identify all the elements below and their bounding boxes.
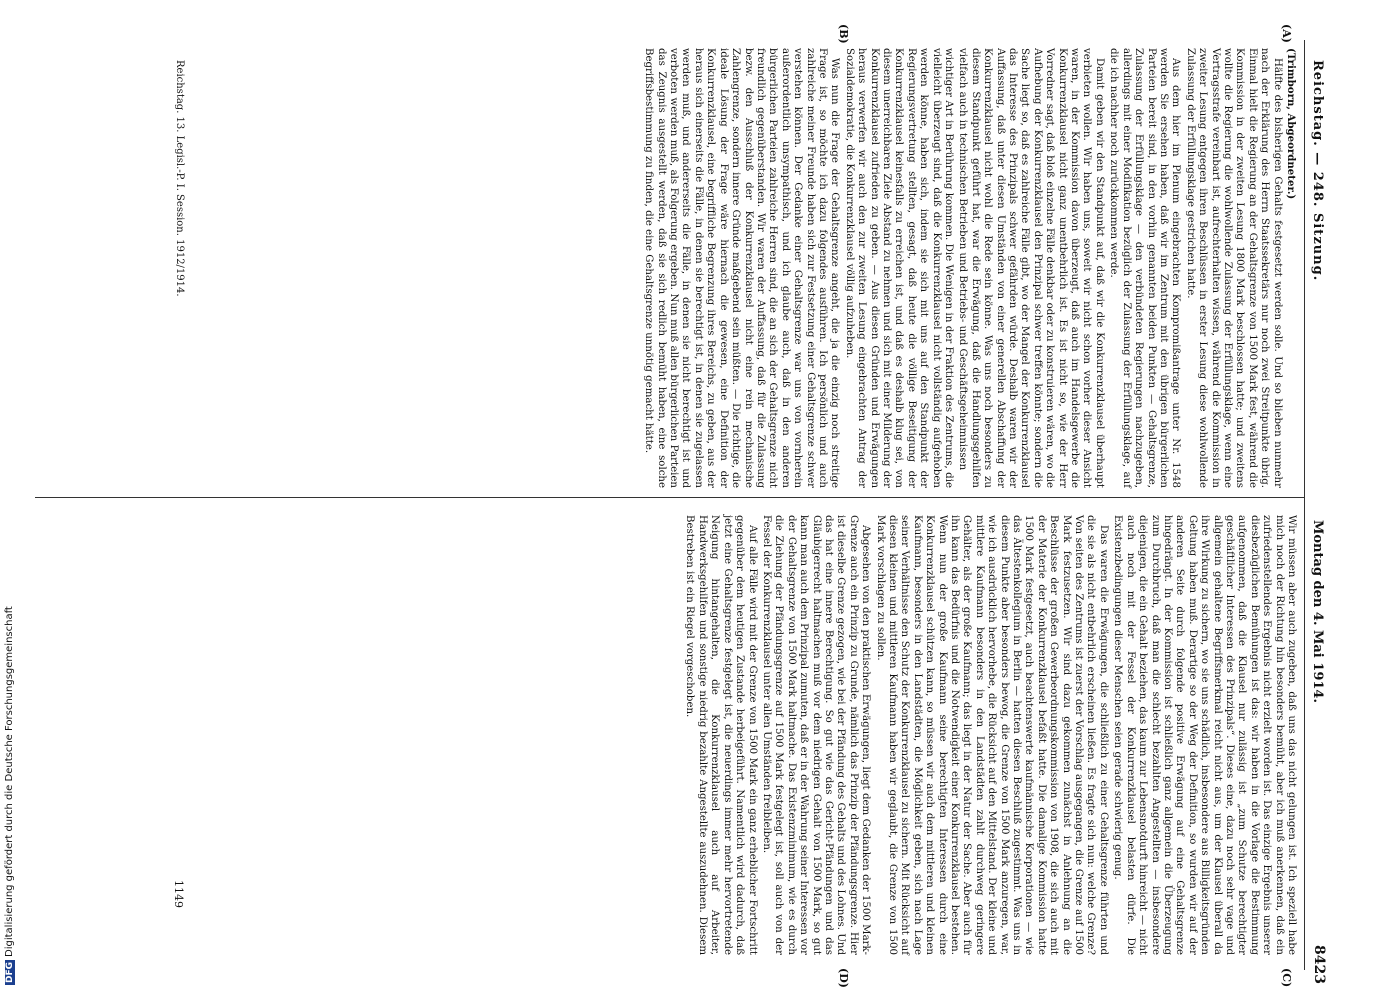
paragraph: Was nun die Frage der Gehaltsgrenze angeht, die ja die einzig noch streitige Frage ist, so möchte ich dazu folgendes ausführen. Ich persönlich und auch zahlreiche meiner Freunde haben sich zur Festsetzung einer Gehaltsgrenze schwer verstehen können. Der Gedanke einer Gehaltsgrenze war uns von vornherein außerordentlich unsympathisch, und ich glaube auch, daß in den anderen bürgerlichen Parteien zahlreiche Herren sind, die an sich der Gehaltsgrenze nicht freundlich gegenüberstanden. Wir waren der Auffassung, daß für die Zulassung bezw. den Ausschluß der Konkurrenzklausel nicht eine rein mechanische Zahlengrenze, sondern innere Gründe maßgebend sein müßten. — Die richtige, die ideale Lösung der Frage wäre hiernach die gewesen, eine Definition der Konkurrenzklausel, eine begriffliche Begrenzung ihres Bereichs, zu geben, aus der heraus sich einerseits die Fälle, in denen sie berechtigt ist, in denen sie zugelassen werden muß, und andererseits die Fälle, in denen sie nicht berechtigt ist und verboten werden muß, als Folgerung ergeben. Nun muß allen bürgerlichen Parteien das Zeugnis ausgestellt werden, daß sie sich redlich bemüht haben, eine solche Begriffsbestimmung zu finden, die eine Gehaltsgrenze unnötig gemacht hätte. — [643, 48, 841, 488]
running-header-left: Reichstag. — 248. Sitzung. — [1310, 60, 1325, 282]
paragraph: Das waren die Erwägungen, die schließlich zu einer Gehaltsgrenze führten und die sie als nicht entbehrlich erscheinen ließen. Es fragte sich nun: welche Grenze? Von seiten des Zentrums ist zuerst der Vorschlag ausgegangen, die Grenze auf 1500 Mark festzusetzen. Wir sind dazu gekommen zunächst in Anlehnung an die Beschlüsse der großen Gewerbeordnungskommission von 1908, die sich auch mit der Materie der Konkurrenzklausel befaßt hatte. Die damalige Kommission hatte 1500 Mark festgesetzt, auch beachtenswerte kaufmännische Korporationen — wie das Ältestenkollegium in Berlin — hatten diesen Beschluß zugestimmt. Was uns in diesem Punkte aber besonders bewog, die Grenze von 1500 Mark anzuregen, war, wie ich ausdrücklich hervorhebe, die Rücksicht auf den Mittelstand. Der kleine und mittlere Kaufmann besonders in den Landstädten zahlt durchweg geringere Gehälter, als der große Kaufmann; das liegt in der Natur der Sache. Aber auch für ihn kann das Bedürfnis und die Notwendigkeit einer Konkurrenzklausel bestehen. Wenn nun der große Kaufmann seine berechtigten Interessen durch eine Konkurrenzklausel schützen kann, so müssen wir auch dem mittleren und kleinen Kaufmann, besonders in den Landstädten, die Möglichkeit geben, sich nach Lage seiner Verhältnisse den Schutz der Konkurrenzklausel zu sichern. Mit Rücksicht auf diesen kleinen und mittleren Kaufmann haben wir geglaubt, die Grenze von 1500 Mark vorschlagen zu sollen. — [874, 515, 1109, 955]
paragraph: Auf alle Fälle wird mit der Grenze von 1500 Mark ein ganz erheblicher Fortschritt gegenüber dem heutigen Zustande herbeigeführt. Namentlich wird dadurch, daß jetzt eine Gehaltsgrenze festgelegt ist, die neuerdings immer mehr hervortretende Neigung hintangehalten, die Konkurrenzklausel auch auf Arbeiter, Handwerksgehilfen und sonstige niedrig bezahlte Angestellte auszudehnen. Diesem Bestreben ist ein Riegel vorgeschoben. — [684, 515, 758, 955]
speaker-label: (Trimborn, Abgeordneter.) — [1285, 48, 1297, 200]
page-number: 8423 — [1311, 945, 1327, 984]
margin-marker-a: (A) — [1280, 24, 1293, 43]
header-rule — [1304, 40, 1305, 970]
footer-session: Reichstag. 13. Legisl.-P. I. Session. 1912/1914. — [174, 60, 185, 297]
footer-number: 1149 — [172, 880, 185, 908]
dfg-logo: DFG — [5, 961, 15, 983]
paragraph: Abgesehen von den praktischen Erwägungen, liegt dem Gedanken der 1500 Mark-Grenze auch ein Prinzip zu Grunde, nämlich das Prinzip der Pfändungsgrenze. Hier ist dieselbe Grenze gezogen, wie bei der Pfändung des Gehalts und des Lohnes. Und das hat eine innere Berechtigung. So gut wie das Gericht-Pfändungen und das Gläubigerrecht haltmachen muß vor dem niedrigen Gehalt von 1500 Mark, so gut kann man auch dem Prinzipal zumuten, daß er in der Wahrung seiner Interessen vor der Gehaltsgrenze von 1500 Mark haltmache. Das Existenzminimum, wie es durch die Ziehung der Pfändungsgrenze auf 1500 Mark festgelegt ist, soll auch von der Fessel der Konkurrenzklausel unter allen Umständen freibleiben. — [760, 515, 872, 955]
paragraph: Aus dem hier im Plenum eingebrachten Kompromißantrage unter Nr. 1548 werden Sie ersehen haben, daß wir im Zentrum mit den übrigen bürgerlichen Parteien bereit sind, in den vorhin genannten beiden Punkten — Gehaltsgrenze, Zulassung der Erfüllungsklage — den verbündeten Regierungen nachzugeben, allerdings mit einer Modifikation bezüglich der Zulassung der Erfüllungsklage, auf die ich nachher noch zurückkommen werde. — [1108, 48, 1182, 488]
column-divider — [35, 497, 1305, 498]
margin-marker-c: (C) — [1280, 968, 1293, 988]
margin-marker-b: (B) — [837, 24, 850, 44]
running-header-right: Montag den 4. Mai 1914. — [1310, 520, 1325, 703]
paragraph: Wir müssen aber auch zugeben, daß uns das nicht gelungen ist. Ich speziell habe mich noch der Richtung hin besonders bemüht, aber ich muß anerkennen, daß ein zufriedenstellendes Ergebnis nicht erzielt worden ist. Das einzige Ergebnis unserer diesbezüglichen Bemühungen ist das: wir haben in die Vorlage die Bestimmung aufgenommen, daß die Klausel nur zulässig ist „zum Schutze berechtigter geschäftlicher Interessen des Prinzipals“. Dieses eine, dazu noch sehr vage und allgemein gehaltene Begriffsmerkmal reicht nicht aus, um der Klausel überall da ihre Wirkung zu sichern, wo sie uns schädlich, insbesondere aus Billigkeitsgründen Geltung haben muß. Derartige so der Weg der Definition, so wurden wir auf der anderen Seite durch folgende positive Erwägung auf eine Gehaltsgrenze hingedrängt. In der Kommission ist schließlich ganz allgemein die Überzeugung zum Durchbruch, daß man die schlecht bezahlten Angestellten — insbesondere diejenigen, die ein Gehalt beziehen, das kaum zur Lebensnotdurft hinreicht — nicht auch noch mit der Fessel der Konkurrenzklausel belasten dürfe. Die Existenzbedingungen dieser Menschen seien gerade schwierig genug. — [1112, 515, 1297, 955]
paragraph: Hälfte des bisherigen Gehalts festgesetzt werden solle. Und so blieben nunmehr nach der Erklärung des Herrn Staatssekretärs nur noch zwei Streitpunkte übrig. Einmal hielt die Regierung an der Gehaltsgrenze von 1500 Mark fest, während die Kommission in der zweiten Lesung 1800 Mark beschlossen hatte; und zweitens wollte die Regierung die wohlwollende Zulassung der Erfüllungsklage, wenn eine Vertragsstrafe vereinbart ist, aufrechterhalten wissen, während die Kommission in zweiter Lesung entgegen ihren Beschlüssen in erster Lesung diese wohlwollende Zulassung der Erfüllungsklage gestrichen hatte. — [1184, 48, 1283, 488]
credit-text: Digitalisierung gefördert durch die Deutsche Forschungsgemeinschaft — [4, 606, 15, 957]
funding-credit — [4, 606, 15, 985]
left-column — [640, 48, 1297, 488]
paragraph: Damit geben wir den Standpunkt auf, daß wir die Konkurrenzklausel überhaupt verbieten wollen. Wir haben uns, soweit wir nicht schon vorher dieser Ansicht waren, in der Kommission davon überzeugt, daß auch im Handelsgewerbe die Konkurrenzklausel nicht ganz unentbehrlich ist. Es ist nicht so, wie der Herr Vorredner sagt, daß bloß einzelne Fälle denkbar oder zu konstruieren wären, wo die Aufhebung der Konkurrenzklausel den Prinzipal schwer treffen könnte; sondern die Sache liegt so, daß es zahlreiche Fälle gibt, wo der Mangel der Konkurrenzklausel das Interesse des Prinzipals schwer gefährden würde. Deshalb waren wir der Auffassung, daß unter diesen Umständen von einer generellen Abschaffung der Konkurrenzklausel nicht wohl die Rede sein könne. Was uns noch besonders zu diesem Standpunkt geführt hat, war die Erwägung, daß die Handlungsgehilfen vielfach auch in technischen Betrieben und Betriebs- und Geschäftsgeheimnissen — [957, 48, 1105, 488]
paragraph: wichtiger Art in Berührung kommen. Die Wenigen in der Fraktion des Zentrums, die vielleicht überzeugt sind, daß die Konkurrenzklausel nicht vollständig aufgehoben werden könne, haben sich, indem sie sich mit uns auf den Standpunkt der Regierungsvertretung stellten, gesagt, daß heute die völlige Beseitigung der Konkurrenzklausel keinesfalls zu erreichen ist, und daß es deshalb klug sei, von diesem unerreichbaren Ziele Abstand zu nehmen und sich mit einer Milderung der Konkurrenzklausel zufrieden zu geben. — Aus diesen Gründen und Erwägungen heraus verwerfen wir auch den zur zweiten Lesung eingebrachten Antrag der Sozialdemokratie, die Konkurrenzklausel völlig aufzuheben. — [843, 48, 955, 488]
margin-marker-d: (D) — [837, 968, 850, 988]
right-column — [681, 515, 1297, 955]
